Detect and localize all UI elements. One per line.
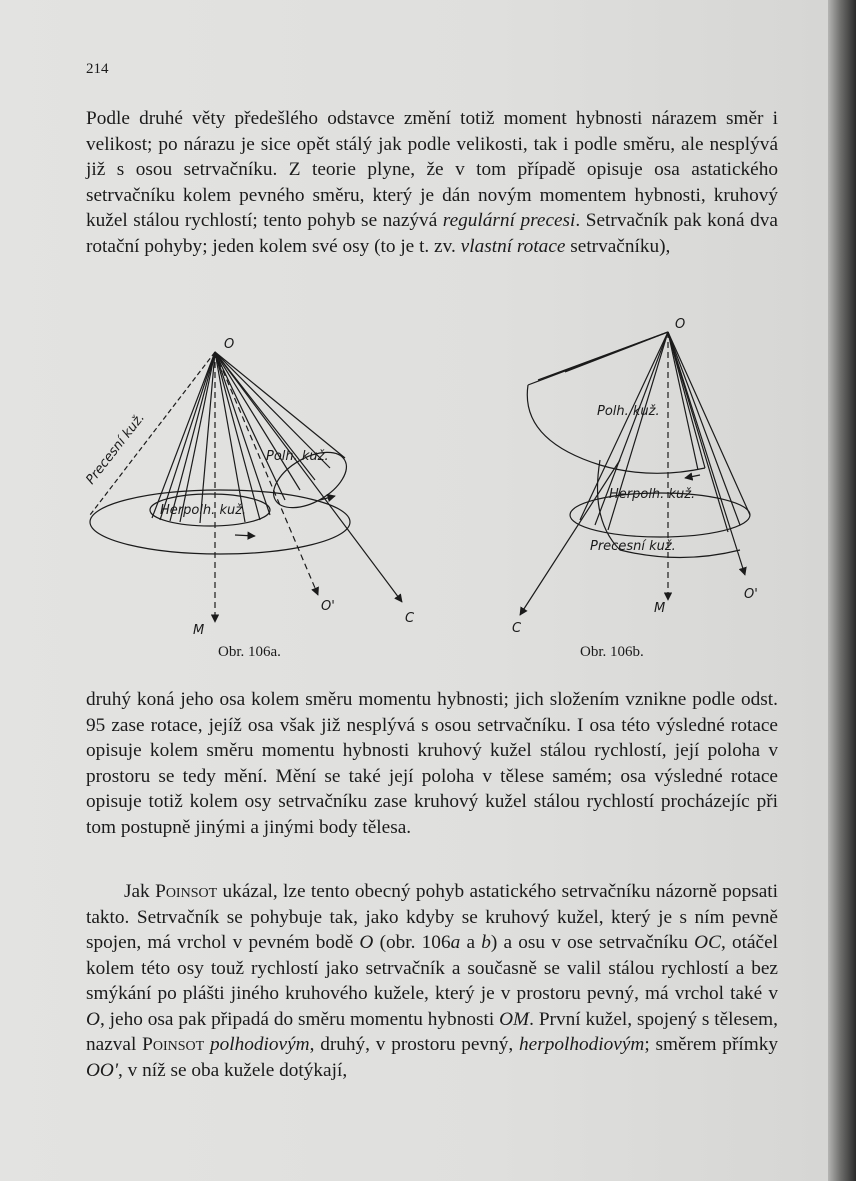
p3-t6: , otáčel kolem této osy touž rychlostí jako setrvačník a současně se valil stálou rychlostí a bez smýkání po plášti jiného kruhového kužele, který je v prostoru pevný, má vrchol také v (86, 932, 779, 1004)
paragraph-1-text-3: setrvačníku), (565, 235, 671, 257)
term-herpolhode: herpolhodiovým (519, 1034, 645, 1055)
precession-cone-base-a (90, 490, 350, 554)
p3-t2: ukázal, lze tento obecný pohyb astatického setrvačníku názorně popsati takto. Setrvačník se pohybuje tak, jako kdyby se kruhový kužel, který je s ním pevně spojen, má vrchol v pevném bodě (86, 881, 778, 953)
label-a-m: M (193, 623, 205, 638)
label-b-polhode-cone: Polh. kuž. (597, 404, 660, 419)
label-b-vertex: O (675, 317, 686, 332)
p3-t10: , druhý, v prostoru pevný, (309, 1034, 520, 1055)
label-b-herpolhode-cone: Herpolh. kuž. (609, 487, 696, 502)
p3-t5: ) a osu v ose setrvačníku (490, 932, 695, 953)
paragraph-1-text: Podle druhé věty předešlého odstavce změní totiž moment hybnosti nárazem směr i velikost; po nárazu je sice opět stálý jak podle velikosti, tak i podle směru, ale nesplývá již s osou setrvačníku. Z teorie plyne, že v tom případě opisuje osa astatického setrvačníku kolem pevného směru, který je dán novým momentem hybnosti, kruhový kužel stálou rychlostí; tento pohyb se nazývá (86, 108, 778, 231)
figure-106a-labels (83, 337, 415, 638)
figure-106a (90, 352, 402, 622)
p3-t1: Jak (124, 881, 156, 902)
paragraph-1 (86, 106, 778, 259)
label-a-herpolhode-cone: Herpolh. kuž. (160, 503, 247, 518)
caption-106a: Obr. 106a. (218, 644, 281, 660)
polhode-cone-b (527, 385, 705, 473)
p3-t11: ; směrem přímky (644, 1034, 778, 1055)
label-a-vertex: O (224, 337, 235, 352)
label-a-precession-cone: Precesní kuž. (83, 410, 148, 488)
axis-c-a (215, 352, 402, 602)
axis-oprime-a (215, 352, 318, 595)
label-a-c: C (405, 611, 415, 626)
figure-106b (520, 332, 750, 615)
paragraph-2: druhý koná jeho osa kolem směru momentu hybnosti; jich složením vznikne podle odst. 95 zase rotace, jejíž osa však již nesplývá s osou setrvačníku. I osa této výsledné rotace opisuje kolem směru momentu hybnosti kruhový kužel stálou rychlostí, její poloha v prostoru se tedy mění. Mění se také její poloha v tělese samém; osa výsledné rotace opisuje totiž kolem osy setrvačníku zase kruhový kužel stálou rychlostí procházejíc při tom postupně jinými a jinými body tělesa. (86, 689, 778, 838)
p3-t7: , jeho osa pak připadá do směru momentu hybnosti (99, 1008, 500, 1030)
label-b-c: C (512, 621, 522, 636)
label-a-oprime: O' (321, 599, 335, 614)
paragraph-3 (86, 879, 778, 1083)
author-name-poinsot-2: Poinsot (142, 1034, 205, 1055)
page-number: 214 (86, 61, 109, 77)
figure-106b-labels (512, 317, 758, 636)
caption-106b: Obr. 106b. (580, 644, 644, 660)
label-b-precession-cone: Precesní kuž. (590, 539, 676, 554)
symbol-b: b (481, 932, 491, 953)
label-a-polhode-cone: Polh. kuž. (266, 449, 329, 464)
p3-t3: (obr. 106 (373, 932, 451, 953)
book-spine-shadow (828, 0, 856, 1181)
symbol-oc: OC (694, 932, 721, 953)
paragraph-1-text-2: . Setrvačník pak koná dva rotační pohyby; jeden kolem své osy (to je t. zv. (86, 210, 778, 257)
figures-106 (60, 310, 800, 675)
p3-t8: . První kužel, spojený s tělesem, nazval (86, 1008, 778, 1055)
axis-oprime-b (668, 332, 745, 575)
p3-t12: , v níž se oba kužele dotýkají, (117, 1059, 348, 1081)
axis-c-b (520, 460, 620, 615)
symbol-o-2: O (86, 1008, 100, 1030)
symbol-oo-prime: OO' (86, 1059, 118, 1081)
symbol-o: O (359, 932, 374, 953)
term-own-rotation: vlastní rotace (460, 235, 566, 257)
symbol-a: a (450, 932, 461, 953)
term-regular-precession: regulární precesi (442, 210, 576, 231)
p3-t4: a (460, 932, 482, 953)
author-name-poinsot: Poinsot (155, 881, 218, 902)
symbol-om: OM (499, 1008, 530, 1030)
label-b-oprime: O' (744, 587, 758, 602)
label-b-m: M (654, 601, 666, 616)
term-polhode: polhodiovým (209, 1034, 310, 1055)
